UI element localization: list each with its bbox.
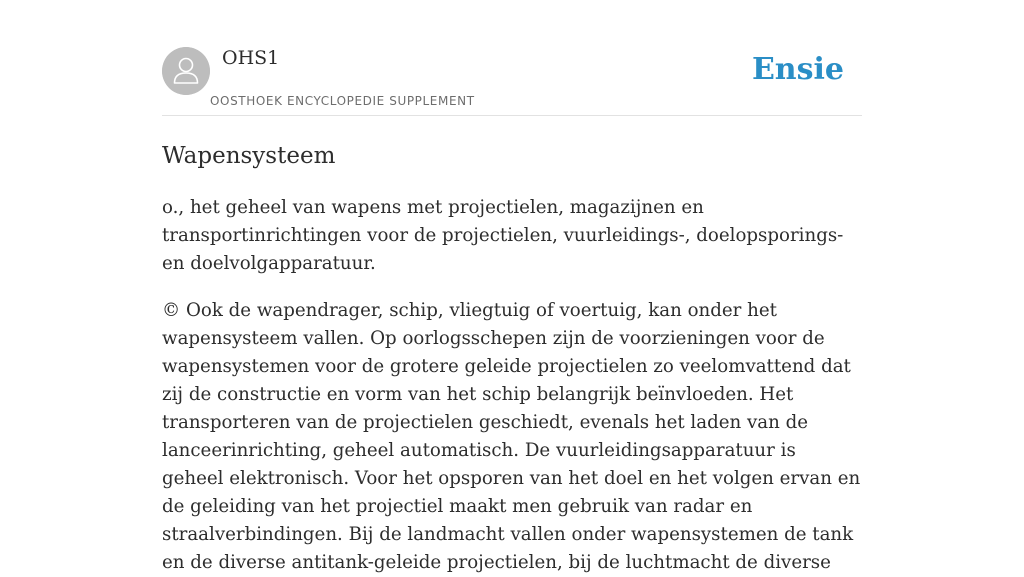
source-subtitle[interactable]: OOSTHOEK ENCYCLOPEDIE SUPPLEMENT	[210, 94, 475, 108]
source-header	[162, 0, 862, 116]
page-title: Wapensysteem	[162, 143, 336, 169]
page	[162, 0, 862, 577]
article-paragraph: © Ook de wapendrager, schip, vliegtuig of voertuig, kan onder het wapensysteem vallen. Op oorlogsschepen zijn de voorzieningen voor de wapensystemen voor de grotere geleide projectielen zo veelomvattend dat zij de constructie en vorm van het schip belangrijk beïnvloeden. Het transporteren van de projectielen geschiedt, evenals het laden van de lanceerinrichting, geheel automatisch. De vuurleidingsapparatuur is geheel elektronisch. Voor het opsporen van het doel en het volgen ervan en de geleiding van het projectiel maakt men gebruik van radar en straalverbindingen. Bij de landmacht vallen onder wapensystemen de tank en de diverse antitank-geleide projectielen, bij de luchtmacht de diverse	[162, 300, 861, 573]
definition-text: o., het geheel van wapens met projectielen, magazijnen en transportinrichtingen voor de projectielen, vuurleidings-, doelopsporings- en doelvolgapparatuur.	[162, 197, 844, 274]
source-name[interactable]: OHS1	[222, 47, 280, 69]
article-body	[162, 194, 862, 577]
user-icon[interactable]	[162, 47, 210, 95]
ensie-logo[interactable]: Ensie	[751, 52, 844, 87]
